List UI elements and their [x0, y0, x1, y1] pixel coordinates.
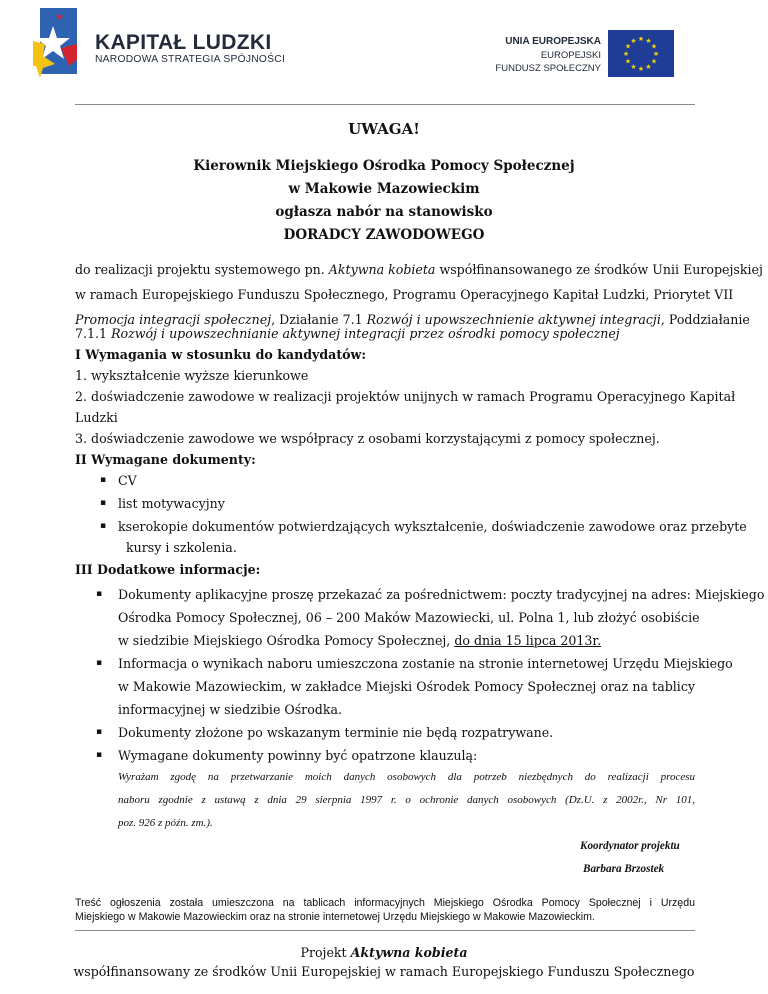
consent-clause-line2: naboru zgodnie z ustawą z dnia 29 sierpnia 1997 r. o ochronie danych osobowych (Dz.U. z 2002r., Nr 101,: [118, 794, 695, 806]
bullet-icon: ▪: [96, 589, 103, 599]
kapital-ludzki-logo-icon: [33, 8, 77, 78]
svg-text:★: ★: [637, 65, 645, 73]
intro-line4: 7.1.1 Rozwój i upowszechnianie aktywnej integracji przez ośrodki pomocy społecznej: [75, 326, 620, 341]
info-results-line3: informacyjnej w siedzibie Ośrodka.: [118, 702, 342, 717]
document-copies: kserokopie dokumentów potwierdzających wykształcenie, doświadczenie zawodowe oraz przebyte: [118, 519, 747, 534]
svg-text:★: ★: [630, 37, 637, 45]
svg-text:★: ★: [645, 63, 652, 71]
footer-divider: [75, 930, 695, 931]
consent-clause-line3: poz. 926 z późn. zm.).: [118, 817, 213, 829]
bullet-icon: ▪: [96, 750, 103, 760]
svg-text:★: ★: [645, 37, 652, 45]
svg-text:★: ★: [624, 57, 632, 66]
deadline: do dnia 15 lipca 2013r.: [454, 633, 602, 648]
info-clause-required: Wymagane dokumenty powinny być opatrzone klauzulą:: [118, 748, 478, 763]
requirement-3: 3. doświadczenie zawodowe we współpracy z osobami korzystającymi z pomocy społecznej.: [75, 431, 660, 446]
svg-text:★: ★: [624, 42, 632, 51]
document-copies-cont: kursy i szkolenia.: [126, 540, 237, 555]
publication-note-line1: Treść ogłoszenia została umieszczona na tablicach informacyjnych Miejskiego Ośrodka Pomocy Społecznej i Urzędu: [75, 897, 695, 909]
signature-name: Barbara Brzostek: [583, 863, 665, 875]
kapital-ludzki-subtitle: NARODOWA STRATEGIA SPÓJNOŚCI: [95, 54, 286, 65]
signature-role: Koordynator projektu: [580, 840, 680, 852]
svg-text:★: ★: [630, 63, 637, 71]
document-letter: list motywacyjny: [118, 496, 225, 511]
announcement-line2: w Makowie Mazowieckim: [288, 181, 480, 197]
bullet-icon: ▪: [96, 727, 103, 737]
requirement-1: 1. wykształcenie wyższe kierunkowe: [75, 368, 309, 383]
publication-note-line2: Miejskiego w Makowie Mazowieckim oraz na stronie internetowej Urzędu Miejskiego w Makowie Mazowieckim.: [75, 911, 595, 923]
svg-text:★: ★: [652, 50, 660, 58]
info-results-line2: w Makowie Mazowieckim, w zakładce Miejski Ośrodek Pomocy Społecznej oraz na tablicy: [118, 679, 695, 694]
section2-heading: II Wymagane dokumenty:: [75, 452, 256, 467]
header-divider: [75, 104, 695, 105]
requirement-2: 2. doświadczenie zawodowe w realizacji projektów unijnych w ramach Programu Operacyjnego Kapitał: [75, 389, 736, 404]
bullet-icon: ▪: [100, 521, 107, 531]
announcement-position: DORADCY ZAWODOWEGO: [283, 227, 485, 243]
svg-text:★: ★: [637, 35, 645, 43]
eu-label-line3: FUNDUSZ SPOŁECZNY: [495, 63, 601, 74]
section3-heading: III Dodatkowe informacje:: [75, 562, 261, 577]
svg-text:★: ★: [650, 42, 658, 51]
announcement-line1: Kierownik Miejskiego Ośrodka Pomocy Społecznej: [193, 158, 575, 174]
eu-label-line1: UNIA EUROPEJSKA: [505, 36, 601, 47]
document-cv: CV: [118, 473, 137, 488]
svg-text:★: ★: [650, 57, 658, 66]
info-late-docs: Dokumenty złożone po wskazanym terminie nie będą rozpatrywane.: [118, 725, 554, 740]
eu-label-line2: EUROPEJSKI: [540, 50, 601, 61]
bullet-icon: ▪: [100, 498, 107, 508]
svg-text:★: ★: [622, 50, 630, 58]
section1-heading: I Wymagania w stosunku do kandydatów:: [75, 347, 367, 362]
requirement-2-cont: Ludzki: [75, 410, 118, 425]
footer-cofinanced: współfinansowany ze środków Unii Europejskiej w ramach Europejskiego Funduszu Społecznego: [73, 964, 695, 979]
kapital-ludzki-title: KAPITAŁ LUDZKI: [95, 31, 272, 54]
info-delivery-line2: Ośrodka Pomocy Społecznej, 06 – 200 Maków Mazowiecki, ul. Polna 1, lub złożyć osobiście: [118, 610, 700, 625]
info-delivery-line3: w siedzibie Miejskiego Ośrodka Pomocy Społecznej, do dnia 15 lipca 2013r.: [118, 633, 602, 648]
footer-project: Projekt Aktywna kobieta: [300, 945, 468, 960]
intro-line2: w ramach Europejskiego Funduszu Społecznego, Programu Operacyjnego Kapitał Ludzki, Priorytet VII: [75, 287, 734, 302]
info-results-line1: Informacja o wynikach naboru umieszczona zostanie na stronie internetowej Urzędu Miejskiego: [118, 656, 733, 671]
announcement-title: UWAGA!: [348, 120, 420, 138]
intro-line3: Promocja integracji społecznej, Działanie 7.1 Rozwój i upowszechnienie aktywnej integracji, Poddziałanie: [75, 312, 750, 327]
bullet-icon: ▪: [96, 658, 103, 668]
info-delivery-line1: Dokumenty aplikacyjne proszę przekazać za pośrednictwem: poczty tradycyjnej na adres: Miejskiego: [118, 587, 765, 602]
eu-flag-icon: [608, 30, 674, 77]
footer-project-name: Aktywna kobieta: [350, 945, 468, 960]
intro-line1: do realizacji projektu systemowego pn. Aktywna kobieta współfinansowanego ze środków Unii Europejskiej: [75, 262, 763, 277]
announcement-line3: ogłasza nabór na stanowisko: [275, 204, 493, 220]
consent-clause-line1: Wyrażam zgodę na przetwarzanie moich danych osobowych dla potrzeb niezbędnych do realizacji procesu: [118, 771, 695, 783]
bullet-icon: ▪: [100, 475, 107, 485]
